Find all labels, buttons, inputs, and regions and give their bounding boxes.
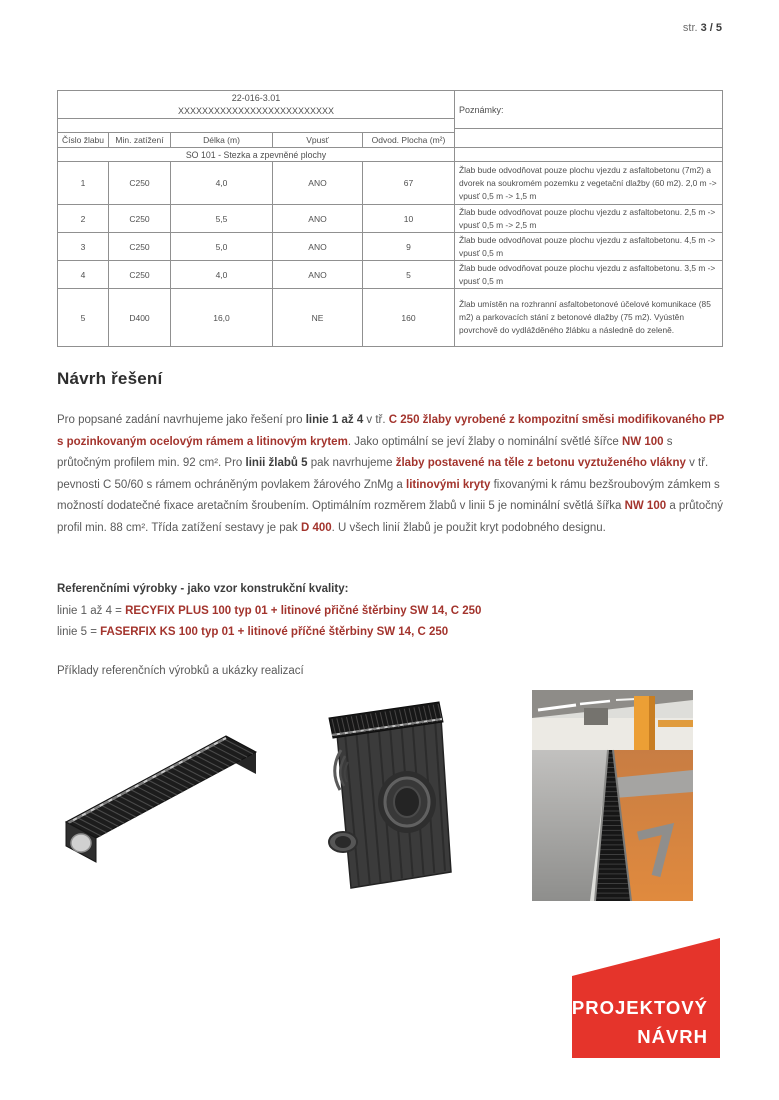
text-segment: RECYFIX PLUS 100 typ 01 + litinové přičné štěrbiny SW 14, C 250 (125, 604, 482, 617)
reference-heading: Referenčními výrobky - jako vzor konstrukční kvality: (57, 583, 349, 595)
table-row (58, 233, 454, 261)
examples-caption: Příklady referenčních výrobků a ukázky realizací (57, 665, 304, 677)
table-row (58, 289, 454, 346)
note-cell: Žlab bude odvodňovat pouze plochu vjezdu z asfaltobetonu. 4,5 m -> vpusť 0,5 m (455, 233, 722, 261)
page-number (683, 22, 722, 34)
notes-empty-cell (455, 148, 722, 162)
table-cell: 5 (58, 289, 109, 346)
table-cell: 3 (58, 233, 109, 260)
text-segment: linie 1 až 4 = (57, 604, 126, 617)
photo-column-shade (649, 696, 655, 752)
text-segment: pak navrhujeme (307, 457, 396, 469)
reference-block (57, 579, 725, 644)
table-title-cell (58, 91, 454, 119)
section-heading: Návrh řešení (57, 369, 163, 388)
column-header: Odvod. Plocha (m²) (371, 135, 446, 145)
table-notes-group (454, 91, 722, 346)
text-segment: a průtočný profil min. 88 cm². Třída zatížení sestavy je pak (57, 500, 724, 534)
logo-line2: NÁVRH (637, 1026, 708, 1047)
table-cell: 4,0 (171, 261, 273, 288)
table-cell: ANO (273, 162, 363, 204)
note-cell: Žlab bude odvodňovat pouze plochu vjezdu z asfaltobetonu. 3,5 m -> vpusť 0,5 m (455, 261, 722, 289)
logo-line1: PROJEKTOVÝ (572, 997, 708, 1018)
text-segment: D 400 (300, 521, 332, 534)
note-cell: Žlab bude odvodňovat pouze plochu vjezdu z asfaltobetonu. 2,5 m -> vpusť 0,5 m -> 2,5 m (455, 205, 722, 233)
text-segment: v tř. pevnosti C 50/60 s rámem ochráněným povlakem žárového ZnMg a (57, 457, 709, 491)
text-segment: NW 100 (624, 500, 667, 512)
table-left-group (58, 91, 454, 346)
trashbox-front-outlet-bore (394, 787, 420, 817)
text-segment: C 250 žlaby vyrobené z kompozitní směsi modifikovaného PP s pozinkovaným ocelovým rámem a litinovým krytem (57, 414, 725, 448)
table-spacer-row (58, 119, 454, 133)
table-row (58, 162, 454, 205)
reference-line-2 (57, 622, 725, 644)
table-cell: 16,0 (171, 289, 273, 346)
table-row (58, 205, 454, 233)
channel-bore (71, 834, 91, 852)
notes-empty-cell (455, 129, 722, 148)
table-cell: D400 (109, 289, 171, 346)
table-cell: 2 (58, 205, 109, 232)
table-cell: 160 (401, 312, 416, 323)
text-segment: litinovými kryty (406, 478, 491, 491)
reference-line-1 (57, 601, 725, 623)
table-cell: ANO (273, 261, 363, 288)
table-cell: 4 (58, 261, 109, 288)
text-segment: . Jako optimální se jeví žlaby o nominální světlé šířce (347, 435, 623, 448)
photo-wall-stripe (658, 720, 693, 727)
table-cell: C250 (109, 261, 171, 288)
photo-ceiling-light3 (616, 699, 636, 700)
table-row (58, 261, 454, 289)
trashbox-side-outlet-bore (335, 836, 351, 848)
text-segment: s průtočným profilem min. 92 cm². Pro (57, 435, 673, 469)
text-segment: Pro popsané zadání navrhujeme jako řešení pro (57, 414, 306, 426)
table-title-line2: XXXXXXXXXXXXXXXXXXXXXXXXXX (177, 106, 335, 116)
projektovy-navrh-logo (572, 938, 720, 1058)
column-header: Číslo žlabu (58, 133, 109, 147)
table-cell: 4,0 (171, 162, 273, 204)
table-cell: ANO (273, 205, 363, 232)
page-number-label: str. (682, 22, 698, 34)
table-cell: C250 (109, 205, 171, 232)
notes-header-cell: Poznámky: (455, 91, 722, 129)
table-cell: 5,5 (171, 205, 273, 232)
table-cell: 5,0 (171, 233, 273, 260)
table-cell: 67 (403, 178, 414, 188)
faserfix-trashbox-render (315, 690, 470, 905)
table-title-line1: 22-016-3.01 (231, 93, 281, 103)
text-segment: NW 100 (622, 435, 664, 448)
note-cell: Žlab bude odvodňovat pouze plochu vjezdu z asfaltobetonu (7m2) a dvorek na soukromém pozemku z vegetační dlažby (60 m2). 2,0 m -> vpusť 0,5 m -> 1,5 m (455, 162, 722, 205)
table-cell: 1 (58, 162, 109, 204)
table-cell: C250 (109, 162, 171, 204)
installed-channel-photo (532, 690, 693, 901)
table-cell: C250 (109, 233, 171, 260)
photo-wall-opening (584, 708, 608, 725)
solution-paragraph (57, 410, 725, 539)
text-segment: . U všech linií žlabů je použit kryt podobného designu. (331, 521, 606, 534)
page-number-value: 3 / 5 (700, 22, 722, 34)
text-segment: žlaby postavené na těle z betonu vyztuženého vlákny (395, 457, 686, 469)
table-cell: NE (273, 289, 363, 346)
table-header-row (58, 133, 454, 148)
text-segment: fixovanými k rámu bezšroubovým zámkem s možností dodatečné fixace aretačním šroubením. Optimálním rozměrem žlabů v linii 5 je nominální světlá šířka (57, 478, 720, 512)
column-header: Délka (m) (171, 133, 273, 147)
table-cell: 9 (406, 241, 411, 252)
column-header: Min. zatížení (109, 133, 171, 147)
table-notes-body (455, 162, 722, 346)
text-segment: linie 5 = (57, 626, 101, 638)
text-segment: v tř. (363, 414, 389, 426)
table-section-row: SO 101 - Stezka a zpevněné plochy (58, 148, 454, 162)
text-segment: linie 1 až 4 (305, 414, 364, 426)
column-header: Vpusť (273, 133, 363, 147)
table-cell: 10 (403, 213, 414, 224)
text-segment: linii žlabů 5 (245, 457, 308, 469)
recyfix-channel-render (58, 718, 270, 866)
table-left-body (58, 162, 454, 346)
text-segment: FASERFIX KS 100 typ 01 + litinové příčné štěrbiny SW 14, C 250 (100, 626, 449, 638)
table-cell: ANO (273, 233, 363, 260)
note-cell: Žlab umístěn na rozhranní asfaltobetonové účelové komunikace (85 m2) a parkovacích stání z betonové dlažby (75 m2). Vyústěn povrchově do vydlážděného žlábku a následně do zeleně. (459, 299, 711, 335)
channels-table (57, 90, 723, 347)
table-cell: 5 (406, 269, 411, 280)
